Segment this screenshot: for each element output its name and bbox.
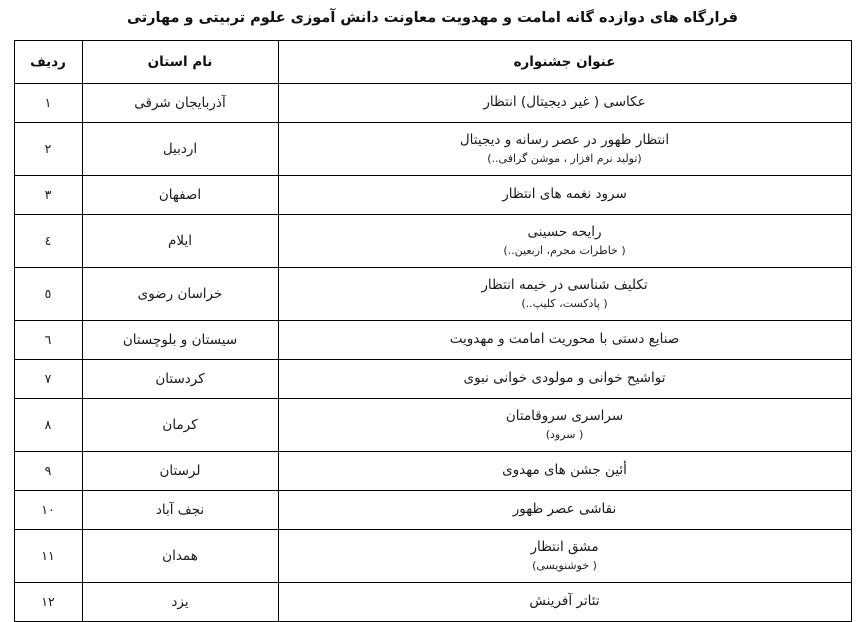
cell-festival-title: [278, 320, 851, 359]
festival-title-text: نقاشی عصر ظهور: [512, 500, 617, 517]
cell-row-number: ۷: [14, 359, 82, 398]
table-row: [14, 320, 851, 359]
column-header-row-number: ردیف: [14, 40, 82, 83]
festival-title-text: تئاتر آفرینش: [529, 592, 600, 609]
festival-title-text: سرود نغمه های انتظار: [502, 185, 627, 202]
table-row: [14, 398, 851, 451]
cell-province-name: خراسان رضوی: [82, 267, 278, 320]
cell-row-number: ۳: [14, 175, 82, 214]
cell-province-name: نجف آباد: [82, 490, 278, 529]
table-header-row: [14, 40, 851, 83]
festival-title-text: سراسری سروقامتان: [505, 407, 624, 424]
cell-festival-title: [278, 175, 851, 214]
table-row: [14, 490, 851, 529]
cell-province-name: لرستان: [82, 451, 278, 490]
table-row: [14, 267, 851, 320]
column-header-festival-title: عنوان جشنواره: [278, 40, 851, 83]
cell-province-name: همدان: [82, 529, 278, 582]
cell-row-number: ۲: [14, 122, 82, 175]
table-row: [14, 214, 851, 267]
festival-title-subtext: ( سرود): [545, 428, 584, 442]
cell-province-name: یزد: [82, 582, 278, 621]
cell-province-name: کرمان: [82, 398, 278, 451]
festival-title-subtext: (تولید نرم افزار ، موشن گرافی..): [487, 152, 642, 166]
festival-title-text: أئین جشن های مهدوی: [502, 461, 627, 478]
table-row: [14, 175, 851, 214]
page-title: قرارگاه های دوازده گانه امامت و مهدویت معاونت دانش آموزی علوم تربیتی و مهارتی: [127, 10, 738, 26]
festival-title-text: عکاسی ( غیر دیجیتال) انتظار: [483, 93, 646, 110]
cell-festival-title: [278, 267, 851, 320]
column-header-province-name: نام استان: [82, 40, 278, 83]
cell-province-name: کردستان: [82, 359, 278, 398]
cell-row-number: ۱: [14, 83, 82, 122]
cell-festival-title: [278, 529, 851, 582]
table-row: [14, 582, 851, 621]
cell-row-number: ۱۰: [14, 490, 82, 529]
cell-festival-title: [278, 398, 851, 451]
festival-title-text: انتظار ظهور در عصر رسانه و دیجیتال: [459, 131, 670, 148]
cell-province-name: ایلام: [82, 214, 278, 267]
cell-row-number: ٥: [14, 267, 82, 320]
table-row: [14, 529, 851, 582]
cell-row-number: ۸: [14, 398, 82, 451]
cell-province-name: اصفهان: [82, 175, 278, 214]
cell-festival-title: [278, 122, 851, 175]
cell-row-number: ۱۲: [14, 582, 82, 621]
cell-festival-title: [278, 83, 851, 122]
cell-row-number: ۱۱: [14, 529, 82, 582]
festival-title-subtext: ( خاطرات محرم، اربعین..): [503, 244, 626, 258]
table-row: [14, 451, 851, 490]
table-row: [14, 359, 851, 398]
cell-festival-title: [278, 214, 851, 267]
table-body: [14, 83, 851, 621]
cell-festival-title: [278, 490, 851, 529]
cell-festival-title: [278, 359, 851, 398]
cell-festival-title: [278, 451, 851, 490]
table-row: [14, 122, 851, 175]
cell-row-number: ۹: [14, 451, 82, 490]
cell-festival-title: [278, 582, 851, 621]
festival-title-subtext: ( پادکست، کلیپ..): [521, 297, 608, 311]
festival-title-text: صنایع دستی با محوریت امامت و مهدویت: [449, 330, 680, 347]
table-header: [14, 40, 851, 83]
festival-title-subtext: ( خوشنویسی): [532, 559, 597, 573]
festival-title-text: مشق انتظار: [530, 538, 599, 555]
cell-province-name: آذربایجان شرقی: [82, 83, 278, 122]
festival-title-text: تواشیح خوانی و مولودی خوانی نبوی: [463, 369, 666, 386]
festival-title-text: رایحه حسینی: [527, 223, 602, 240]
cell-row-number: ٦: [14, 320, 82, 359]
festival-title-text: تکلیف شناسی در خیمه انتظار: [481, 276, 648, 293]
cell-row-number: ٤: [14, 214, 82, 267]
cell-province-name: سیستان و بلوچستان: [82, 320, 278, 359]
cell-province-name: اردبیل: [82, 122, 278, 175]
festival-table: [14, 40, 852, 622]
table-row: [14, 83, 851, 122]
